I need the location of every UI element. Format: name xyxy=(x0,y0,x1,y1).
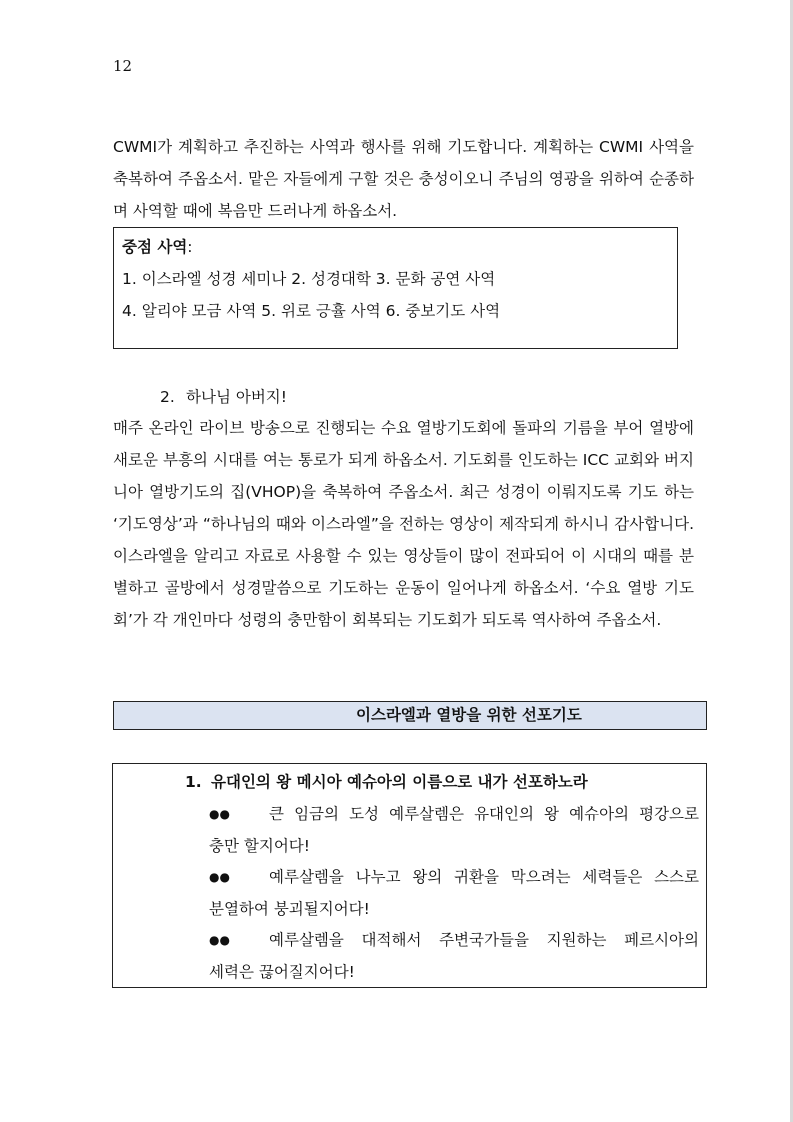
bullet-icon: ●● xyxy=(209,933,230,947)
declaration-item-line-1: 예루살렘을 나누고 왕의 귀환을 막으려는 세력들은 스스로 xyxy=(269,868,699,886)
declaration-box xyxy=(112,763,707,988)
focus-box-line-2: 4. 알리야 모금 사역 5. 위로 긍휼 사역 6. 중보기도 사역 xyxy=(122,302,501,320)
section-2-body: 매주 온라인 라이브 방송으로 진행되는 수요 열방기도회에 돌파의 기름을 부어 열방에 새로운 부흥의 시대를 여는 통로가 되게 하옵소서. 기도회를 인도하는 ICC 교회와 버지니아 열방기도의 집(VHOP)을 축복하여 주옵소서. 최근 성경이 이뤄지도록 기도 하는 ‘기도영상’과 “하나님의 때와 이스라엘”을 전하는 영상이 제작되게 하시니 감사합니다. 이스라엘을 알리고 자료로 사용할 수 있는 영상들이 많이 전파되어 이 시대의 때를 분별하고 골방에서 성경말씀으로 기도하는 운동이 일어나게 하옵소서. ‘수요 열방 기도회’가 각 개인마다 성령의 충만함이 회복되는 기도회가 되도록 역사하여 주옵소서. xyxy=(113,419,694,629)
declaration-item-line-1: 큰 임금의 도성 예루살렘은 유대인의 왕 예슈아의 평강으로 xyxy=(269,805,699,823)
declaration-banner xyxy=(113,701,707,730)
declaration-item-line-1: 예루살렘을 대적해서 주변국가들을 지원하는 페르시아의 xyxy=(269,931,699,949)
focus-box-title-line xyxy=(122,231,669,263)
declaration-item-line-2: 세력은 끊어질지어다! xyxy=(209,963,355,981)
focus-box-title: 중점 사역 xyxy=(122,238,188,256)
focus-ministries-box xyxy=(113,227,678,349)
focus-box-title-colon: : xyxy=(187,238,193,256)
section-2-title: 하나님 아버지! xyxy=(186,388,287,406)
declaration-number: 1. xyxy=(185,773,202,791)
section-2-heading xyxy=(160,381,287,413)
declaration-item-line-2: 분열하여 붕괴될지어다! xyxy=(209,900,370,918)
declaration-item xyxy=(209,924,699,988)
declaration-item xyxy=(209,798,699,862)
bullet-icon: ●● xyxy=(209,807,230,821)
banner-title: 이스라엘과 열방을 위한 선포기도 xyxy=(356,706,582,724)
intro-paragraph: CWMI가 계획하고 추진하는 사역과 행사를 위해 기도합니다. 계획하는 CWMI 사역을 축복하여 주옵소서. 맡은 자들에게 구할 것은 충성이오니 주님의 영광을 위하여 순종하며 사역할 때에 복음만 드러나게 하옵소서. xyxy=(113,138,694,220)
declaration-heading-text: 유대인의 왕 메시아 예슈아의 이름으로 내가 선포하노라 xyxy=(211,773,588,791)
bullet-icon: ●● xyxy=(209,870,230,884)
focus-box-line-1: 1. 이스라엘 성경 세미나 2. 성경대학 3. 문화 공연 사역 xyxy=(122,270,496,288)
section-2-number: 2. xyxy=(160,388,175,406)
page-number: 12 xyxy=(113,57,133,75)
declaration-item-line-2: 충만 할지어다! xyxy=(209,837,310,855)
declaration-item xyxy=(209,861,699,925)
declaration-heading xyxy=(185,766,588,798)
